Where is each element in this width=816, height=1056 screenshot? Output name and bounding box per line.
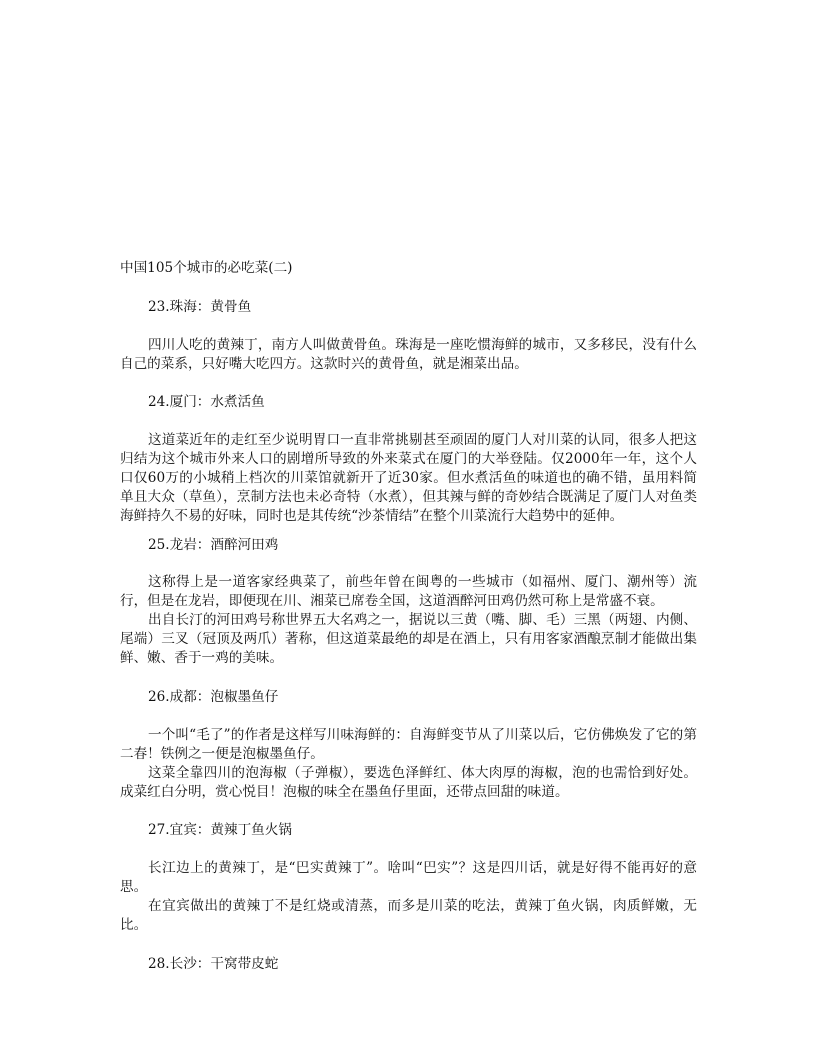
section-heading: 26.成都：泡椒墨鱼仔 bbox=[148, 689, 279, 705]
section-heading: 25.龙岩：酒醉河田鸡 bbox=[148, 537, 279, 553]
paragraph: 这菜全靠四川的泡海椒（子弹椒），要选色泽鲜红、体大肉厚的海椒，泡的也需恰到好处。成菜红白分明，赏心悦目！泡椒的味全在墨鱼仔里面，还带点回甜的味道。 bbox=[120, 765, 697, 800]
section-body bbox=[120, 726, 697, 802]
section-heading: 28.长沙：干窝带皮蛇 bbox=[148, 956, 279, 972]
section-body bbox=[120, 573, 697, 668]
paragraph: 出自长汀的河田鸡号称世界五大名鸡之一，据说以三黄（嘴、脚、毛）三黑（两翅、内侧、尾端）三叉（冠顶及两爪）著称，但这道菜最绝的却是在酒上，只有用客家酒酿烹制才能做出集鲜、嫩、香于一鸡的美味。 bbox=[120, 612, 697, 666]
paragraph: 这道菜近年的走红至少说明胃口一直非常挑剔甚至顽固的厦门人对川菜的认同，很多人把这归结为这个城市外来人口的剧增所导致的外来菜式在厦门的大举登陆。仅2000年一年，这个人口仅60万的小城稍上档次的川菜馆就新开了近30家。但水煮活鱼的味道也的确不错，虽用料简单且大众（草鱼），烹制方法也未必奇特（水煮），但其辣与鲜的奇妙结合既满足了厦门人对鱼类海鲜持久不易的好味，同时也是其传统“沙茶情结”在整个川菜流行大趋势中的延伸。 bbox=[120, 432, 697, 524]
section-heading: 23.珠海：黄骨鱼 bbox=[148, 299, 252, 315]
document-title: 中国105个城市的必吃菜(二) bbox=[120, 260, 293, 276]
section-heading: 27.宜宾：黄辣丁鱼火锅 bbox=[148, 822, 292, 838]
paragraph: 一个叫“毛了”的作者是这样写川味海鲜的：自海鲜变节从了川菜以后，它仿佛焕发了它的第二春！铁例之一便是泡椒墨鱼仔。 bbox=[120, 727, 697, 762]
section-body bbox=[120, 431, 697, 526]
paragraph: 长江边上的黄辣丁，是“巴实黄辣丁”。啥叫“巴实”？这是四川话，就是好得不能再好的意思。 bbox=[120, 860, 697, 895]
section-body bbox=[120, 336, 697, 374]
section-heading: 24.厦门：水煮活鱼 bbox=[148, 394, 265, 410]
paragraph: 这称得上是一道客家经典菜了，前些年曾在闽粤的一些城市（如福州、厦门、潮州等）流行，但是在龙岩，即便现在川、湘菜已席卷全国，这道酒醉河田鸡仍然可称上是常盛不衰。 bbox=[120, 574, 697, 609]
section-body bbox=[120, 859, 697, 935]
paragraph: 在宜宾做出的黄辣丁不是红烧或清蒸，而多是川菜的吃法，黄辣丁鱼火锅，肉质鲜嫩，无比。 bbox=[120, 898, 697, 933]
paragraph: 四川人吃的黄辣丁，南方人叫做黄骨鱼。珠海是一座吃惯海鲜的城市，又多移民，没有什么自己的菜系，只好嘴大吃四方。这款时兴的黄骨鱼，就是湘菜出品。 bbox=[120, 337, 697, 372]
